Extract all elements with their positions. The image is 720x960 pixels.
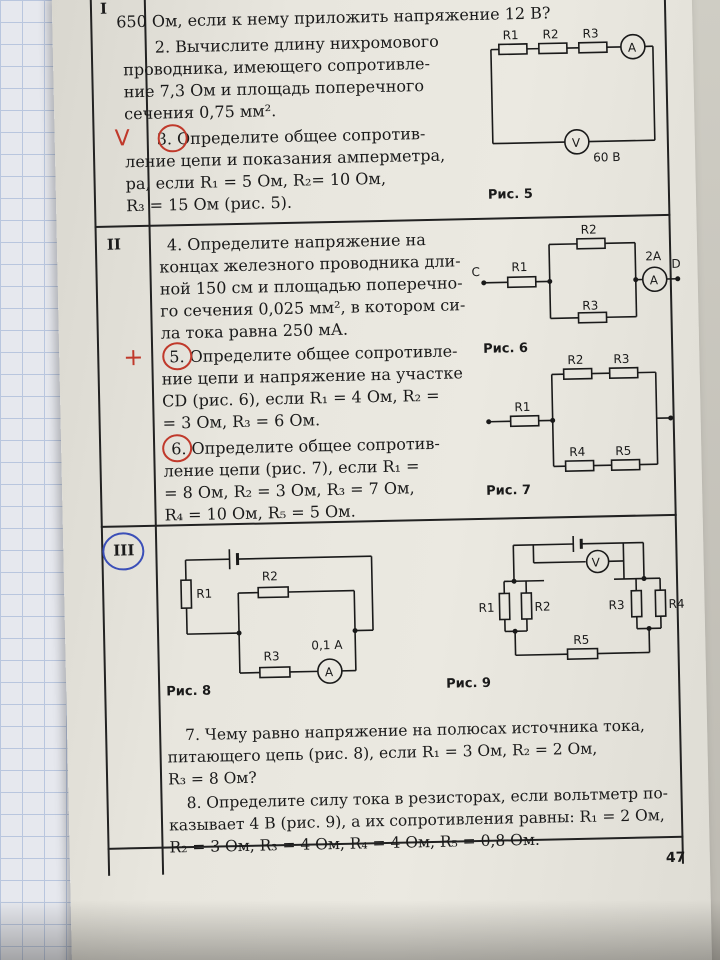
fig5-r2-label: R2 (542, 27, 559, 42)
problem-4-line-4: го сечения 0,025 мм², в котором си- (160, 295, 466, 321)
problem-6-line-4: R₄ = 10 Ом, R₅ = 5 Ом. (164, 501, 356, 525)
row-label-3: III (113, 541, 135, 560)
fig6-r1-label: R1 (511, 259, 528, 275)
fig8-r2-label: R2 (261, 569, 279, 584)
fig7-r1-label: R1 (514, 399, 531, 415)
problem-5-line-4: = 3 Ом, R₃ = 6 Ом. (162, 410, 321, 433)
red-circle-problem-3 (158, 125, 187, 152)
row-label-1: I (99, 0, 108, 18)
problem-8-line-3: R₂ = 3 Ом, R₃ = 4 Ом, R₄ = 4 Ом, R₅ = 0,8 Ом. (169, 830, 541, 857)
problem-5-line-1: 5. Определите общее сопротивле- (169, 341, 458, 367)
figure-8-caption: Рис. 8 (166, 683, 212, 700)
fig5-voltmeter-icon: V (571, 135, 581, 150)
figure-5-caption: Рис. 5 (487, 186, 533, 203)
problem-6-line-3: = 8 Ом, R₂ = 3 Ом, R₃ = 7 Ом, (163, 478, 415, 503)
problem-7-line-3: R₃ = 8 Ом? (167, 768, 257, 789)
fig7-r5-label: R5 (615, 443, 632, 459)
red-circle-problem-6 (163, 435, 192, 462)
fig6-point-d: D (671, 256, 681, 271)
fig8-r3-label: R3 (263, 649, 280, 664)
problem-2-line-1: 2. Вычислите длину нихромового (154, 31, 440, 57)
fig6-ammeter-icon: A (649, 273, 659, 288)
problem-4-line-5: ла тока равна 250 мА. (160, 319, 349, 343)
fig7-r2-label: R2 (567, 352, 584, 368)
fig5-ammeter-icon: A (627, 40, 637, 55)
pen-annotations (52, 0, 713, 960)
bottom-shadow (0, 900, 720, 960)
fig9-r2-label: R2 (534, 599, 551, 614)
fig9-voltmeter-icon: V (591, 555, 601, 570)
fig9-r5-label: R5 (573, 632, 590, 648)
fig6-current-label: 2A (645, 249, 662, 264)
fig5-r1-label: R1 (502, 28, 519, 43)
fig6-point-c: C (471, 264, 481, 280)
plus-mark-problem-5: + (122, 342, 144, 372)
fig5-r3-label: R3 (582, 26, 599, 41)
problem-2-line-3: ние 7,3 Ом и площадь поперечного (123, 76, 425, 102)
problem-2-line-4: сечения 0,75 мм². (123, 101, 277, 124)
fig9-r1-label: R1 (478, 600, 495, 616)
check-mark-problem-3: V (114, 126, 131, 152)
fig8-current-label: 0,1 A (311, 637, 343, 653)
blue-circle-section-3 (103, 533, 144, 570)
problem-6-line-1: 6. Определите общее сопротив- (170, 433, 440, 459)
problem-4-line-2: концах железного проводника дли- (159, 251, 461, 277)
problem-7-line-1: 7. Чему равно напряжение на полюсах источника тока, (185, 716, 646, 745)
figure-7-caption: Рис. 7 (485, 482, 532, 499)
problem-6-line-2: ление цепи (рис. 7), если R₁ = (163, 456, 420, 481)
textbook-page (52, 0, 713, 960)
fig6-r3-label: R3 (582, 298, 599, 313)
problem-7-line-2: питающего цепь (рис. 8), если R₁ = 3 Ом, R₂ = 2 Ом, (167, 739, 598, 767)
problem-8-line-2: казывает 4 В (рис. 9), а их сопротивления равны: R₁ = 2 Ом, (168, 806, 665, 835)
problem-5-line-2: ние цепи и напряжение на участке (161, 363, 464, 389)
red-circle-problem-5 (163, 343, 192, 370)
fig7-r3-label: R3 (613, 351, 630, 367)
figure-6-caption: Рис. 6 (483, 340, 529, 357)
problem-4-line-1: 4. Определите напряжение на (166, 230, 426, 255)
problem-4-line-3: ной 150 см и площадью поперечно- (159, 273, 463, 299)
page-number: 47 (665, 849, 686, 867)
fig8-ammeter-icon: A (324, 665, 334, 680)
fig6-r2-label: R2 (580, 222, 597, 237)
problem-2-line-2: проводника, имеющего сопротивле- (123, 53, 431, 80)
figure-9-caption: Рис. 9 (446, 675, 492, 692)
problem-3-line-4: R₃ = 15 Ом (рис. 5). (125, 192, 293, 216)
problem-1-tail: 650 Ом, если к нему приложить напряжение 12 В? (116, 3, 551, 32)
fig8-r1-label: R1 (196, 586, 213, 601)
problem-3-line-1: 3. Определите общее сопротив- (156, 124, 426, 149)
fig5-voltage-label: 60 В (593, 149, 621, 165)
problem-3-line-2: ление цепи и показания амперметра, (124, 145, 446, 172)
problem-3-line-3: ра, если R₁ = 5 Ом, R₂= 10 Ом, (125, 168, 387, 194)
problem-8-line-1: 8. Определите силу тока в резисторах, если вольтметр по- (186, 784, 669, 813)
fig9-r4-label: R4 (668, 596, 685, 612)
fig7-r4-label: R4 (569, 444, 586, 460)
fig9-r3-label: R3 (608, 597, 625, 613)
row-label-2: II (106, 235, 122, 254)
problem-5-line-3: CD (рис. 6), если R₁ = 4 Ом, R₂ = (161, 385, 440, 411)
